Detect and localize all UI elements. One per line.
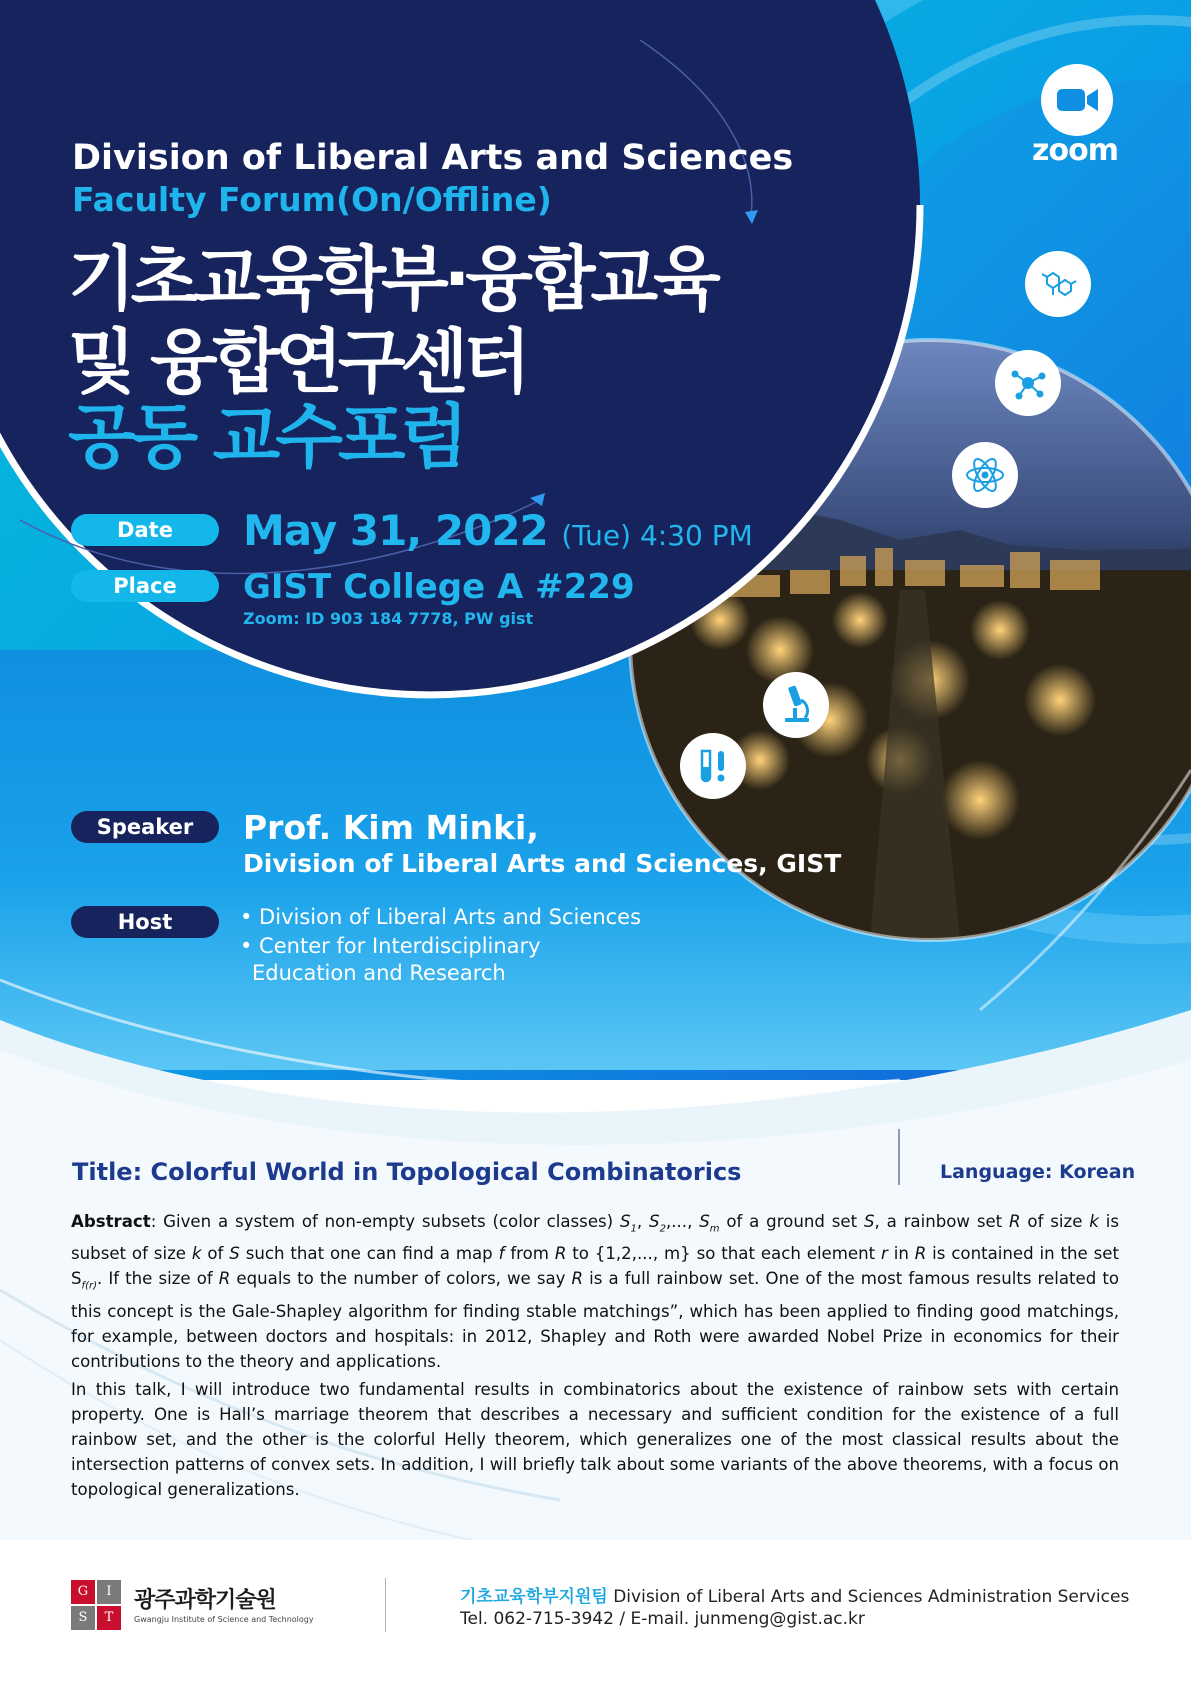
forum-heading: Faculty Forum(On/Offline) (72, 180, 552, 219)
gist-logo-t: T (97, 1606, 121, 1630)
speaker-name: Prof. Kim Minki, (243, 808, 539, 847)
footer-divider (385, 1578, 386, 1632)
contact-info: Tel. 062-715-3942 / E-mail. junmeng@gist.ac.kr (460, 1609, 865, 1629)
event-time: (Tue) 4:30 PM (561, 519, 753, 552)
video-camera-icon (1040, 63, 1114, 137)
network-icon (995, 350, 1061, 416)
microscope-icon (763, 672, 829, 738)
date-label-pill: Date (71, 514, 219, 546)
division-heading: Division of Liberal Arts and Sciences (72, 138, 794, 178)
talk-description-paragraph: In this talk, I will introduce two fundamental results in combinatorics about the existence of rainbow sets with certain property. One is Hall’s marriage theorem that describes a necessary and sufficient condition for the existence of a full rainbow set, and the other is the colorful Helly theorem, which generalizes one of the most classical results about the intersection patterns of convex sets. In addition, I will briefly talk about some variants of the above theorems, with a focus on topological generalizations. (71, 1380, 1119, 1499)
event-date (243, 506, 753, 555)
team-name (460, 1582, 1129, 1607)
title-divider (898, 1129, 900, 1185)
host-item-2: • Center for Interdisciplinary (240, 934, 541, 958)
atom-icon (952, 442, 1018, 508)
gist-logo-g: G (71, 1580, 95, 1604)
korean-title-line-1: 기초교육학부·융합교육 (68, 238, 716, 320)
host-label-pill: Host (71, 906, 219, 938)
test-tube-icon (680, 733, 746, 799)
talk-language: Language: Korean (940, 1161, 1136, 1183)
host-item-1: • Division of Liberal Arts and Sciences (240, 905, 642, 929)
korean-title-line-2: 및 융합연구센터 (68, 321, 526, 403)
abstract-label: Abstract (71, 1212, 151, 1231)
zoom-logo-text: zoom (1032, 133, 1118, 168)
korean-title-line-3: 공동 교수포럼 (68, 396, 464, 478)
speaker-label-pill: Speaker (71, 811, 219, 843)
team-name-korean: 기초교육학부지원팀 (460, 1587, 608, 1607)
team-name-english: Division of Liberal Arts and Sciences Administration Services (613, 1587, 1130, 1607)
gist-logo-i: I (97, 1580, 121, 1604)
event-date-value: May 31, 2022 (243, 506, 548, 555)
zoom-meeting-info: Zoom: ID 903 184 7778, PW gist (243, 609, 534, 628)
molecule-icon (1025, 251, 1091, 317)
speaker-affiliation: Division of Liberal Arts and Sciences, GIST (243, 849, 842, 878)
institute-name-korean: 광주과학기술원 (134, 1588, 276, 1613)
talk-title: Title: Colorful World in Topological Combinatorics (72, 1158, 742, 1186)
place-label-pill: Place (71, 570, 219, 602)
gist-logo-s: S (71, 1606, 95, 1630)
gist-logo (71, 1580, 121, 1630)
event-place: GIST College A #229 (243, 567, 635, 607)
institute-name-english: Gwangju Institute of Science and Technology (134, 1615, 314, 1624)
host-item-2-cont: Education and Research (252, 961, 506, 985)
abstract-paragraph: Abstract: Given a system of non-empty subsets (color classes) $S_1$, $S_2$,..., $S_m$ of a ground set S, a rainbow set R of size k is subset of size k of S such that one can find a map f from R to {1,2,..., m} so that each element r in R is contained in the set $S_{f(r)}$. If the size of R equals to the number of colors, we say R is a full rainbow set. One of the most famous results related to this concept is the Gale-Shapley algorithm for finding stable matchings”, which has been applied to finding good matchings, for example, between doctors and hospitals: in 2012, Shapley and Roth were awarded Nobel Prize in economics for their contributions to the theory and applications. (71, 1212, 1120, 1371)
